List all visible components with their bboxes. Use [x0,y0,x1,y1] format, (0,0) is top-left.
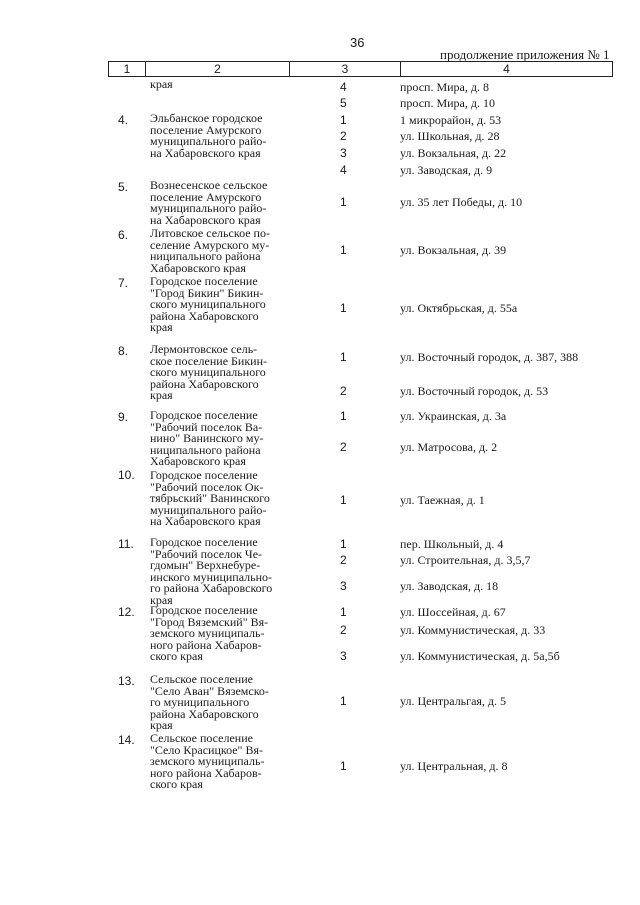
row-number: 9. [118,410,129,424]
address-text: ул. Вокзальная, д. 39 [400,243,507,257]
address-text: ул. Восточный городок, д. 53 [400,384,549,398]
address-index: 1 [340,113,347,127]
address-index: 2 [340,440,347,454]
address-text: ул. Заводская, д. 18 [400,579,499,593]
address-text: пер. Школьный, д. 4 [400,537,504,551]
address-index: 1 [340,409,347,423]
address-index: 3 [340,579,347,593]
row-number: 6. [118,228,129,242]
address-index: 4 [340,163,347,177]
row-number: 5. [118,180,129,194]
address-text: ул. Центральная, д. 8 [400,759,508,773]
address-index: 2 [340,129,347,143]
settlement-name: Лермонтовское сель- ское поселение Бикин- ского муниципального района Хабаровского края [150,342,268,403]
address-index: 1 [340,759,347,773]
address-index: 2 [340,384,347,398]
address-index: 1 [340,605,347,619]
address-text: ул. Школьная, д. 28 [400,129,500,143]
address-index: 3 [340,649,347,663]
settlement-name: Городское поселение "Город Бикин" Бикин- ского муниципального района Хабаровского края [150,274,266,335]
address-index: 1 [340,493,347,507]
address-text: ул. Коммунистическая, д. 33 [400,623,546,637]
address-text: ул. Восточный городок, д. 387, 388 [400,350,579,364]
settlement-name: Сельское поселение "Село Красицкое" Вя- земского муниципаль- ного района Хабаров- ского края [150,731,265,792]
settlement-name: Сельское поселение "Село Аван" Вяземско- го муниципального района Хабаровского края [150,672,269,733]
address-text: ул. Строительная, д. 3,5,7 [400,553,531,567]
address-text: ул. Матросова, д. 2 [400,440,498,454]
address-text: ул. Коммунистическая, д. 5а,5б [400,649,560,663]
address-index: 1 [340,243,347,257]
address-index: 5 [340,96,347,110]
table-header [108,61,613,77]
address-index: 3 [340,146,347,160]
address-text: ул. Октябрьская, д. 55а [400,301,518,315]
settlement-name: Городское поселение "Город Вяземский" Вя- земского муниципаль- ного района Хабаров- ского края [150,603,269,664]
address-text: 1 микрорайон, д. 53 [400,113,502,127]
address-index: 1 [340,537,347,551]
row-number: 14. [118,733,135,747]
address-index: 1 [340,195,347,209]
settlement-name: Городское поселение "Рабочий поселок Че- гдомын" Верхнебуре- инского муниципально- го района Хабаровского края [150,535,273,607]
address-text: ул. Украинская, д. 3а [400,409,507,423]
address-text: ул. 35 лет Победы, д. 10 [400,195,523,209]
address-text: ул. Шоссейная, д. 67 [400,605,506,619]
row-number: 11. [118,537,134,551]
address-index: 1 [340,301,347,315]
settlement-name: Городское поселение "Рабочий поселок Ок- тябрьский" Ванинского муниципального райо- на Хабаровского края [150,468,270,529]
address-text: ул. Заводская, д. 9 [400,163,493,177]
settlement-name: Вознесенское сельское поселение Амурского муниципального райо- на Хабаровского края [150,178,268,227]
row-number: 4. [118,113,129,127]
address-text: просп. Мира, д. 8 [400,80,489,94]
settlement-name: края [150,77,173,91]
settlement-name: Эльбанское городское поселение Амурского муниципального райо- на Хабаровского края [150,111,267,160]
address-index: 2 [340,553,347,567]
continuation-heading: продолжение приложения № 1 [440,47,610,62]
address-text: ул. Центральгая, д. 5 [400,694,507,708]
address-index: 1 [340,694,347,708]
address-index: 4 [340,80,347,94]
row-number: 12. [118,605,135,619]
header-col-3: 3 [290,62,401,76]
address-text: ул. Вокзальная, д. 22 [400,146,507,160]
row-number: 10. [118,468,135,482]
row-number: 7. [118,276,129,290]
address-text: просп. Мира, д. 10 [400,96,495,110]
header-col-1: 1 [109,62,146,76]
settlement-name: Городское поселение "Рабочий поселок Ва- нино" Ванинского му- ниципального района Хабаровского края [150,408,264,469]
row-number: 13. [118,674,135,688]
settlement-name: Литовское сельское по- селение Амурского му- ниципального района Хабаровского края [150,226,270,275]
address-index: 1 [340,350,347,364]
header-col-4: 4 [503,62,510,76]
address-index: 2 [340,623,347,637]
header-col-2: 2 [146,62,290,76]
page-number: 36 [350,35,365,50]
address-text: ул. Таежная, д. 1 [400,493,485,507]
row-number: 8. [118,344,129,358]
